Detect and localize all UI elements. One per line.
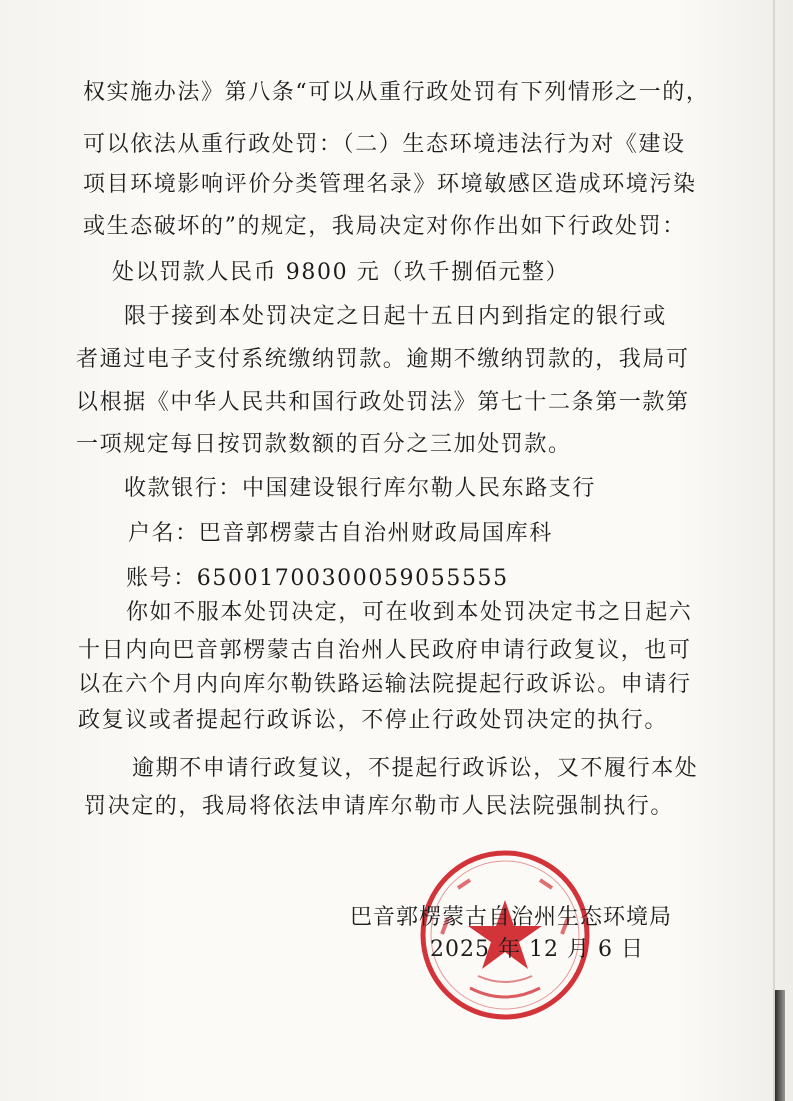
account-name-line: 户名：巴音郭楞蒙古自治州财政局国库科: [128, 521, 553, 546]
paragraph-line: 以根据《中华人民共和国行政处罚法》第七十二条第一款第: [76, 390, 690, 415]
paragraph-line: 十日内向巴音郭楞蒙古自治州人民政府申请行政复议，也可: [78, 638, 692, 663]
issue-date: 2025 年 12 月 6 日: [430, 937, 644, 962]
account-number-line: 账号：65001700300059055555: [126, 566, 509, 591]
paragraph-line: 限于接到本处罚决定之日起十五日内到指定的银行或: [124, 304, 667, 329]
paragraph-line: 你如不服本处罚决定，可在收到本处罚决定书之日起六: [126, 600, 693, 625]
paragraph-line: 可以依法从重行政处罚：（二）生态环境违法行为对《建设: [83, 132, 686, 157]
paragraph-line: 政复议或者提起行政诉讼，不停止行政处罚决定的执行。: [78, 708, 669, 733]
paragraph-line: 罚决定的，我局将依法申请库尔勒市人民法院强制执行。: [84, 794, 675, 819]
payee-bank-line: 收款银行：中国建设银行库尔勒人民东路支行: [124, 476, 597, 501]
fine-amount-line: 处以罚款人民币 9800 元（玖千捌佰元整）: [112, 260, 570, 285]
scanner-shadow: [775, 990, 785, 1101]
paragraph-line: 以在六个月内向库尔勒铁路运输法院提起行政诉讼。申请行: [78, 672, 692, 697]
paragraph-line: 或生态破坏的”的规定，我局决定对你作出如下行政处罚：: [83, 214, 686, 239]
paragraph-line: 逾期不申请行政复议，不提起行政诉讼，又不履行本处: [132, 756, 699, 781]
paragraph-line: 一项规定每日按罚款数额的百分之三加处罚款。: [76, 432, 572, 457]
issuing-agency: 巴音郭楞蒙古自治州生态环境局: [350, 905, 673, 930]
paragraph-line: 权实施办法》第八条“可以从重行政处罚有下列情形之一的，: [83, 80, 710, 105]
paragraph-line: 项目环境影响评价分类管理名录》环境敏感区造成环境污染: [83, 172, 697, 197]
paragraph-line: 者通过电子支付系统缴纳罚款。逾期不缴纳罚款的，我局可: [76, 347, 690, 372]
page-edge-line: [773, 0, 775, 1101]
